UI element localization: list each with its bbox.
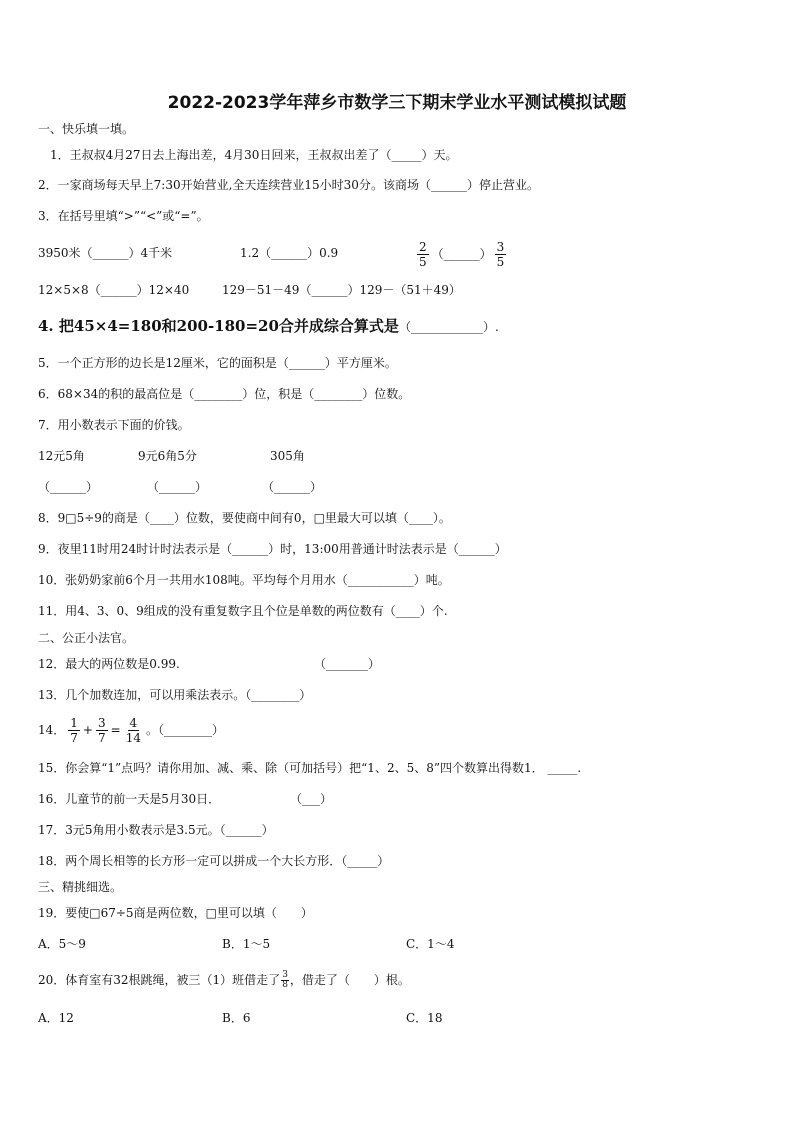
denominator: 7: [97, 730, 106, 745]
question-7-blank-3: （______）: [262, 480, 323, 494]
question-16: 16．儿童节的前一天是5月30日．: [38, 792, 221, 806]
question-20: [38, 963, 410, 997]
denominator: 8: [282, 979, 288, 990]
question-11: 11．用4、3、0、9组成的没有重复数字且个位是单数的两位数有（____）个.: [38, 604, 448, 618]
fraction: [68, 716, 80, 745]
question-4-text: 4. 把45×4=180和200-180=20合并成综合算式是: [38, 317, 399, 335]
question-13: 13．几个加数连加，可以用乘法表示。（________）: [38, 688, 312, 702]
numerator: 1: [70, 715, 78, 730]
fraction: [495, 240, 507, 269]
question-3-b: 1.2（______）0.9: [240, 246, 339, 260]
question-15: 15．你会算“1”点吗？请你用加、减、乘、除（可加括号）把“1、2、5、8”四个数算出得数1． _____.: [38, 761, 582, 775]
question-3-e: 129－51－49（______）129－（51＋49）: [222, 283, 461, 297]
question-4: [38, 316, 499, 337]
denominator: 7: [70, 730, 78, 745]
question-4-blank: （____________）.: [398, 320, 499, 334]
question-17: 17．3元5角用小数表示是3.5元。（______）: [38, 823, 274, 837]
question-3-stem: 3．在括号里填“>”“<”或“=”。: [38, 209, 209, 223]
question-14-label: 14．: [38, 723, 66, 737]
denominator: 5: [419, 254, 427, 269]
denominator: 14: [125, 730, 141, 745]
question-5: 5．一个正方形的边长是12厘米，它的面积是（______）平方厘米。: [38, 356, 397, 370]
question-7-blank-2: （______）: [147, 480, 208, 494]
question-1: 1．王叔叔4月27日去上海出差，4月30日回来，王叔叔出差了（_____）天。: [50, 148, 458, 162]
question-3-d: 12×5×8（______）12×40: [38, 283, 190, 297]
numerator: 3: [282, 969, 288, 980]
question-20-text: 20．体育室有32根跳绳，被三（1）班借走了: [38, 973, 281, 987]
question-7-stem: 7．用小数表示下面的价钱。: [38, 418, 190, 432]
question-10: 10．张奶奶家前6个月一共用水108吨。平均每个月用水（___________）吨。: [38, 573, 450, 587]
question-19-option-a: A．5～9: [38, 937, 86, 951]
plus-sign: +: [82, 723, 93, 737]
question-20-option-a: A．12: [38, 1011, 74, 1025]
fraction: [281, 971, 289, 990]
numerator: 3: [97, 715, 106, 730]
fraction: [417, 240, 429, 269]
numerator: 2: [419, 239, 427, 254]
question-7-item-1: 12元5角: [38, 449, 85, 463]
question-2: 2．一家商场每天早上7:30开始营业,全天连续营业15小时30分。该商场（______）停止营业。: [38, 178, 539, 192]
question-8: 8．9□5÷9的商是（____）位数，要使商中间有0，□里最大可以填（____）。: [38, 511, 451, 525]
question-12-blank: （_______）: [314, 657, 381, 671]
question-14: [38, 711, 224, 749]
section-heading-2: 二、公正小法官。: [38, 631, 135, 645]
blank: （______）: [431, 247, 492, 261]
question-7-item-2: 9元6角5分: [138, 449, 197, 463]
question-19-option-c: C．1～4: [406, 937, 455, 951]
question-18: 18．两个周长相等的长方形一定可以拼成一个大长方形．（_____）: [38, 854, 390, 868]
question-12: 12．最大的两位数是0.99.: [38, 657, 180, 671]
question-16-blank: （___）: [290, 792, 333, 806]
question-19-option-b: B．1～5: [222, 937, 271, 951]
section-heading-1: 一、快乐填一填。: [38, 122, 135, 136]
question-7-item-3: 305角: [270, 449, 305, 463]
numerator: 4: [129, 715, 138, 730]
question-3-a: 3950米（______）4千米: [38, 246, 173, 260]
question-20-tail: ，借走了（ ）根。: [289, 973, 410, 987]
section-heading-3: 三、精挑细选。: [38, 880, 123, 894]
page-title: 2022-2023学年萍乡市数学三下期末学业水平测试模拟试题: [167, 93, 627, 113]
equals-sign: =: [110, 723, 121, 737]
question-19: 19．要使□67÷5商是两位数，□里可以填（ ）: [38, 906, 313, 920]
question-7-blank-1: （______）: [38, 480, 99, 494]
question-6: 6．68×34的积的最高位是（________）位，积是（________）位数。: [38, 387, 411, 401]
denominator: 5: [496, 254, 505, 269]
fraction: [96, 716, 108, 745]
question-14-tail: 。（________）: [145, 723, 224, 737]
question-3-c: [414, 236, 509, 272]
fraction: [124, 716, 143, 745]
numerator: 3: [496, 239, 505, 254]
question-20-option-b: B．6: [222, 1011, 251, 1025]
question-9: 9．夜里11时用24时计时法表示是（______）时，13:00用普通计时法表示是（______）: [38, 542, 507, 556]
question-20-option-c: C．18: [406, 1011, 443, 1025]
